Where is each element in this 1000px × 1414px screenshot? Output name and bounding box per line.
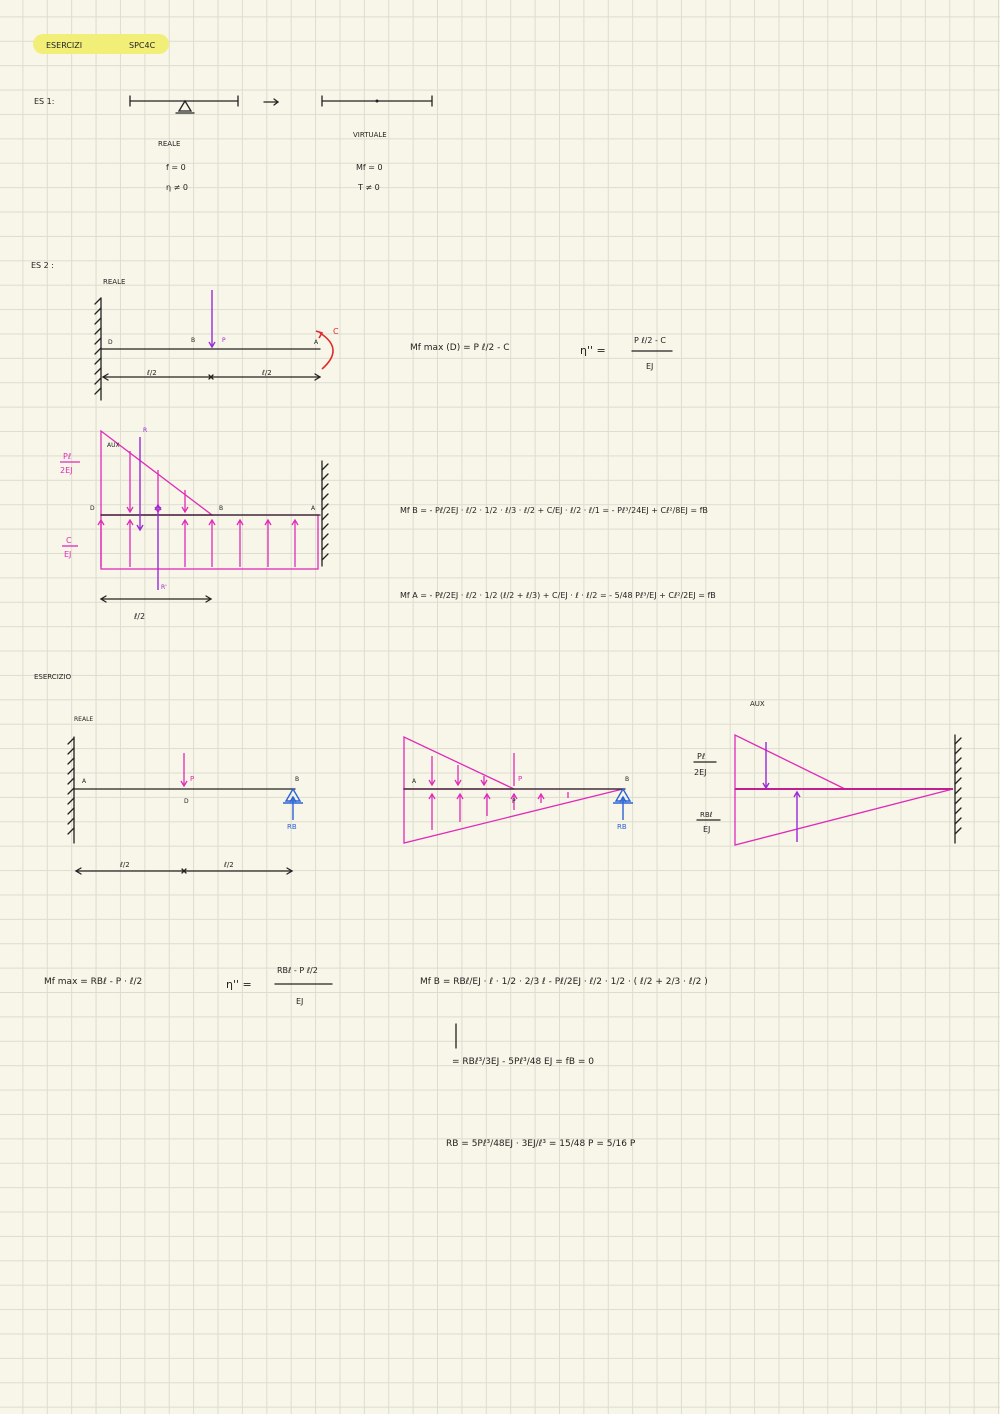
es2-point-d: D xyxy=(108,339,113,346)
es1-col2-header: VIRTUALE xyxy=(353,131,387,139)
es2-aux-diagram xyxy=(98,431,328,602)
es3-eta-label: η'' = xyxy=(226,978,252,991)
es2-aux-a: A xyxy=(311,505,316,512)
es3-rbl-den: EJ xyxy=(703,825,711,834)
es3-mid-p-point: P xyxy=(512,798,516,805)
es2-pl-den: 2EJ xyxy=(60,466,73,475)
es2-eta-num: P ℓ/2 - C xyxy=(634,336,667,345)
es2-r-prime-label: R' xyxy=(161,584,167,591)
es3-point-a: A xyxy=(82,778,87,785)
es3-aux-diagram-right xyxy=(735,735,961,845)
es3-moment-formula: Mf max = RBℓ - P · ℓ/2 xyxy=(44,977,143,987)
es3-beam-real xyxy=(68,737,303,874)
es2-pl-num: Pℓ xyxy=(63,452,72,461)
es1-col1-header: REALE xyxy=(158,140,181,148)
es3-point-d: D xyxy=(184,798,189,805)
es3-rbl-num: RBℓ xyxy=(700,811,713,819)
es2-eq2: Mf A = - Pℓ/2EJ · ℓ/2 · 1/2 (ℓ/2 + ℓ/3) + C/EJ · ℓ · ℓ/2 = - 5/48 Pℓ³/EJ + Cℓ²/2EJ = fB xyxy=(400,591,716,600)
es2-eq1: Mf B = - Pℓ/2EJ · ℓ/2 · 1/2 · ℓ/3 · ℓ/2 + C/EJ · ℓ/2 · ℓ/1 = - Pℓ³/24EJ + Cℓ²/8EJ = fB xyxy=(400,506,708,515)
es3-eq-rb: RB = 5Pℓ³/48EJ · 3EJ/ℓ³ = 15/48 P = 5/16 P xyxy=(446,1139,636,1149)
es2-load-p: P xyxy=(222,337,226,344)
es2-eta-den: EJ xyxy=(646,362,654,371)
es3-mid-a: A xyxy=(412,778,417,785)
es2-moment-formula: Mf max (D) = P ℓ/2 - C xyxy=(410,343,510,353)
page-title-2: SPC4C xyxy=(129,41,156,50)
es2-c-den: EJ xyxy=(64,550,72,559)
es2-r-label: R xyxy=(143,427,148,434)
es2-label: ES 2 : xyxy=(31,261,55,270)
es2-aux-label: AUX xyxy=(107,442,120,449)
es1-label: ES 1: xyxy=(34,97,55,106)
es2-half-right: ℓ/2 xyxy=(262,369,272,377)
es1-col1-line2: η ≠ 0 xyxy=(166,183,188,192)
es2-aux-length: ℓ/2 xyxy=(134,612,146,621)
es1-arrow xyxy=(264,99,278,105)
es2-real-label: REALE xyxy=(103,278,126,286)
es1-col2-line2: T ≠ 0 xyxy=(358,183,380,192)
es2-aux-b: B xyxy=(219,505,224,512)
es3-real-label: REALE xyxy=(74,716,94,723)
es3-aux-diagram-middle xyxy=(404,737,633,843)
es3-eq-sum: = RBℓ³/3EJ - 5Pℓ³/48 EJ = fB = 0 xyxy=(452,1057,594,1067)
es3-eta-num: RBℓ - P ℓ/2 xyxy=(277,966,318,975)
es3-pl-num: Pℓ xyxy=(697,752,706,761)
es3-eq-phi-b: Mf B = RBℓ/EJ · ℓ · 1/2 · 2/3 ℓ - Pℓ/2EJ · ℓ/2 · 1/2 · ( ℓ/2 + 2/3 · ℓ/2 ) xyxy=(420,977,708,987)
es3-eta-den: EJ xyxy=(296,997,304,1006)
es3-reaction-rb: RB xyxy=(287,823,297,831)
es1-diagram-right xyxy=(322,96,432,106)
es2-c-num: C xyxy=(66,536,72,545)
es3-point-b: B xyxy=(295,776,300,783)
es3-mid-b: B xyxy=(625,776,630,783)
es3-half-right: ℓ/2 xyxy=(224,861,234,869)
es3-aux-label: AUX xyxy=(750,700,765,708)
page-title: ESERCIZI xyxy=(46,41,83,50)
es3-mid-load-p: P xyxy=(518,775,523,783)
es2-aux-d: D xyxy=(90,505,95,512)
es3-half-left: ℓ/2 xyxy=(120,861,130,869)
es2-half-left: ℓ/2 xyxy=(147,369,157,377)
es3-pl-den: 2EJ xyxy=(694,768,707,777)
es2-moment-c: C xyxy=(333,327,339,336)
es1-col2-line1: Mf = 0 xyxy=(356,163,383,172)
es2-beam-real xyxy=(95,290,333,400)
es3-load-p: P xyxy=(190,775,195,783)
es1-diagram-left xyxy=(130,96,238,113)
es3-label: ESERCIZIO xyxy=(34,673,72,681)
es2-eta-label: η'' = xyxy=(580,344,606,357)
es3-mid-rb: RB xyxy=(617,823,627,831)
es2-point-b: B xyxy=(191,337,196,344)
es2-point-a: A xyxy=(314,339,319,346)
es1-col1-line1: f = 0 xyxy=(166,163,186,172)
